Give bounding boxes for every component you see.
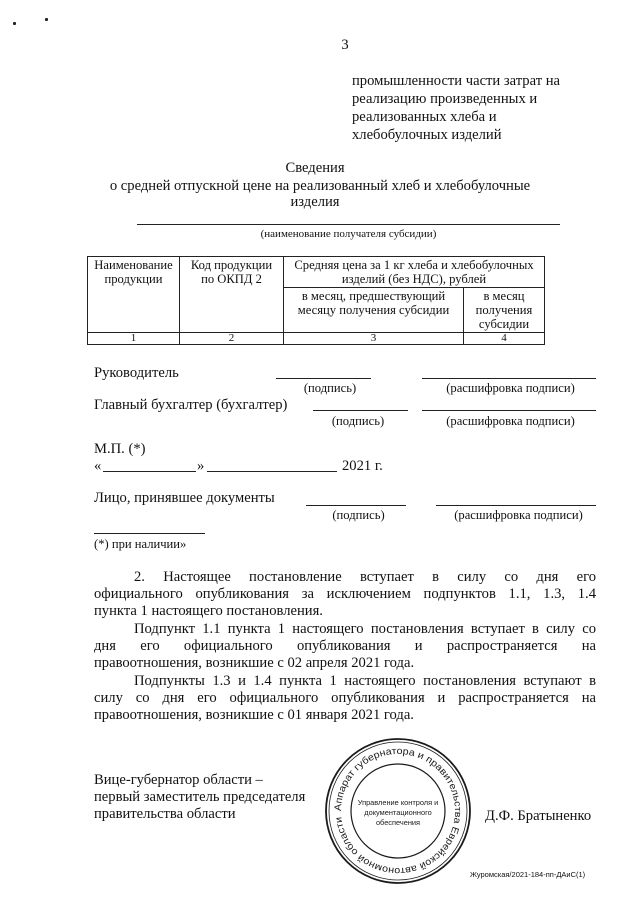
date-close-quote: » bbox=[197, 458, 205, 474]
paragraph-subclause-1-1 bbox=[94, 621, 596, 672]
head-label: Руководитель bbox=[94, 365, 179, 381]
paragraph-line: дня его официального опубликования и распространяется на bbox=[94, 638, 596, 654]
decoding-caption: (расшифровка подписи) bbox=[446, 381, 575, 395]
header-current-month: в месяц получения субсидии bbox=[464, 288, 545, 333]
form-subtitle-line: изделия bbox=[290, 194, 340, 210]
paragraph-line: Подпункт 1.1 пункта 1 настоящего постановления вступает в силу со bbox=[134, 621, 596, 637]
header-average-price: Средняя цена за 1 кг хлеба и хлебобулочных изделий (без НДС), рублей bbox=[284, 257, 545, 288]
paragraph-line: правоотношения, возникшие с 01 января 2021 года. bbox=[94, 707, 414, 723]
accountant-decoding-line bbox=[422, 410, 596, 411]
column-number: 1 bbox=[88, 333, 180, 345]
stamp-ring-text: Аппарат губернатора и правительства Еврейской автономной области bbox=[332, 745, 464, 877]
head-signature-line bbox=[276, 378, 371, 379]
price-table bbox=[87, 256, 545, 345]
official-stamp bbox=[322, 735, 474, 887]
stamp-center-line: Управление контроля и bbox=[357, 798, 439, 807]
paragraph-line: Подпункты 1.3 и 1.4 пункта 1 настоящего постановления вступают в bbox=[134, 673, 596, 689]
signature-caption: (подпись) bbox=[332, 508, 385, 522]
page-number: 3 bbox=[341, 37, 349, 53]
footer-code: Журомская/2021-184-пп-ДАиС(1) bbox=[470, 870, 586, 879]
column-number: 3 bbox=[284, 333, 464, 345]
date-year: 2021 г. bbox=[342, 458, 383, 474]
header-line: реализацию произведенных и bbox=[352, 91, 538, 107]
stamp-center-line: документационного bbox=[364, 808, 432, 817]
recipient-caption: (наименование получателя субсидии) bbox=[260, 228, 437, 240]
header-product-name: Наименование продукции bbox=[88, 257, 180, 333]
appendix-header bbox=[352, 73, 560, 144]
header-previous-month: в месяц, предшествующий месяцу получения субсидии bbox=[284, 288, 464, 333]
decoding-caption: (расшифровка подписи) bbox=[446, 414, 575, 428]
paragraph-line: силу со дня его официального опубликования и распространяется на bbox=[94, 690, 596, 706]
stamp-center-line: обеспечения bbox=[375, 818, 421, 827]
head-decoding-line bbox=[422, 378, 596, 379]
signature-caption: (подпись) bbox=[303, 381, 357, 395]
scan-speck bbox=[45, 18, 48, 21]
form-subtitle-line: о средней отпускной цене на реализованный хлеб и хлебобулочные bbox=[109, 178, 531, 194]
footnote: (*) при наличии» bbox=[94, 537, 187, 551]
signer-title-line: правительства области bbox=[94, 806, 236, 822]
column-number: 2 bbox=[180, 333, 284, 345]
signer-title-line: первый заместитель председателя bbox=[94, 789, 306, 805]
header-line: хлебобулочных изделий bbox=[352, 127, 502, 143]
seal-label: М.П. (*) bbox=[94, 441, 146, 457]
paragraph-line: официального опубликования за исключением подпунктов 1.1, 1.3, 1.4 bbox=[94, 586, 596, 602]
form-title: Сведения bbox=[285, 160, 345, 176]
receiver-label: Лицо, принявшее документы bbox=[94, 490, 275, 506]
column-number: 4 bbox=[464, 333, 545, 345]
signer-title-line: Вице-губернатор области – bbox=[94, 772, 263, 788]
paragraph-line: правоотношения, возникшие с 02 апреля 2021 года. bbox=[94, 655, 415, 671]
paragraph-entry-into-force bbox=[94, 569, 596, 620]
receiver-signature-line bbox=[306, 505, 406, 506]
recipient-blank-line bbox=[137, 224, 560, 225]
accountant-label: Главный бухгалтер (бухгалтер) bbox=[94, 397, 288, 413]
signer-title bbox=[94, 772, 305, 823]
date-month-line bbox=[207, 471, 337, 472]
header-line: промышленности части затрат на bbox=[352, 73, 561, 89]
accountant-signature-line bbox=[313, 410, 408, 411]
paragraph-line: пункта 1 настоящего постановления. bbox=[94, 603, 323, 619]
signature-caption: (подпись) bbox=[331, 414, 385, 428]
paragraph-line: 2. Настоящее постановление вступает в силу со дня его bbox=[134, 569, 596, 585]
signer-name: Д.Ф. Братыненко bbox=[485, 808, 592, 824]
receiver-decoding-line bbox=[436, 505, 596, 506]
decoding-caption: (расшифровка подписи) bbox=[454, 508, 583, 522]
paragraph-subclauses-1-3-1-4 bbox=[94, 673, 596, 724]
date-day-line bbox=[103, 471, 196, 472]
header-okpd-code: Код продукции по ОКПД 2 bbox=[180, 257, 284, 333]
date-open-quote: « bbox=[94, 458, 102, 474]
scan-speck bbox=[13, 22, 16, 25]
header-line: реализованных хлеба и bbox=[352, 109, 497, 125]
footnote-rule bbox=[94, 533, 205, 534]
